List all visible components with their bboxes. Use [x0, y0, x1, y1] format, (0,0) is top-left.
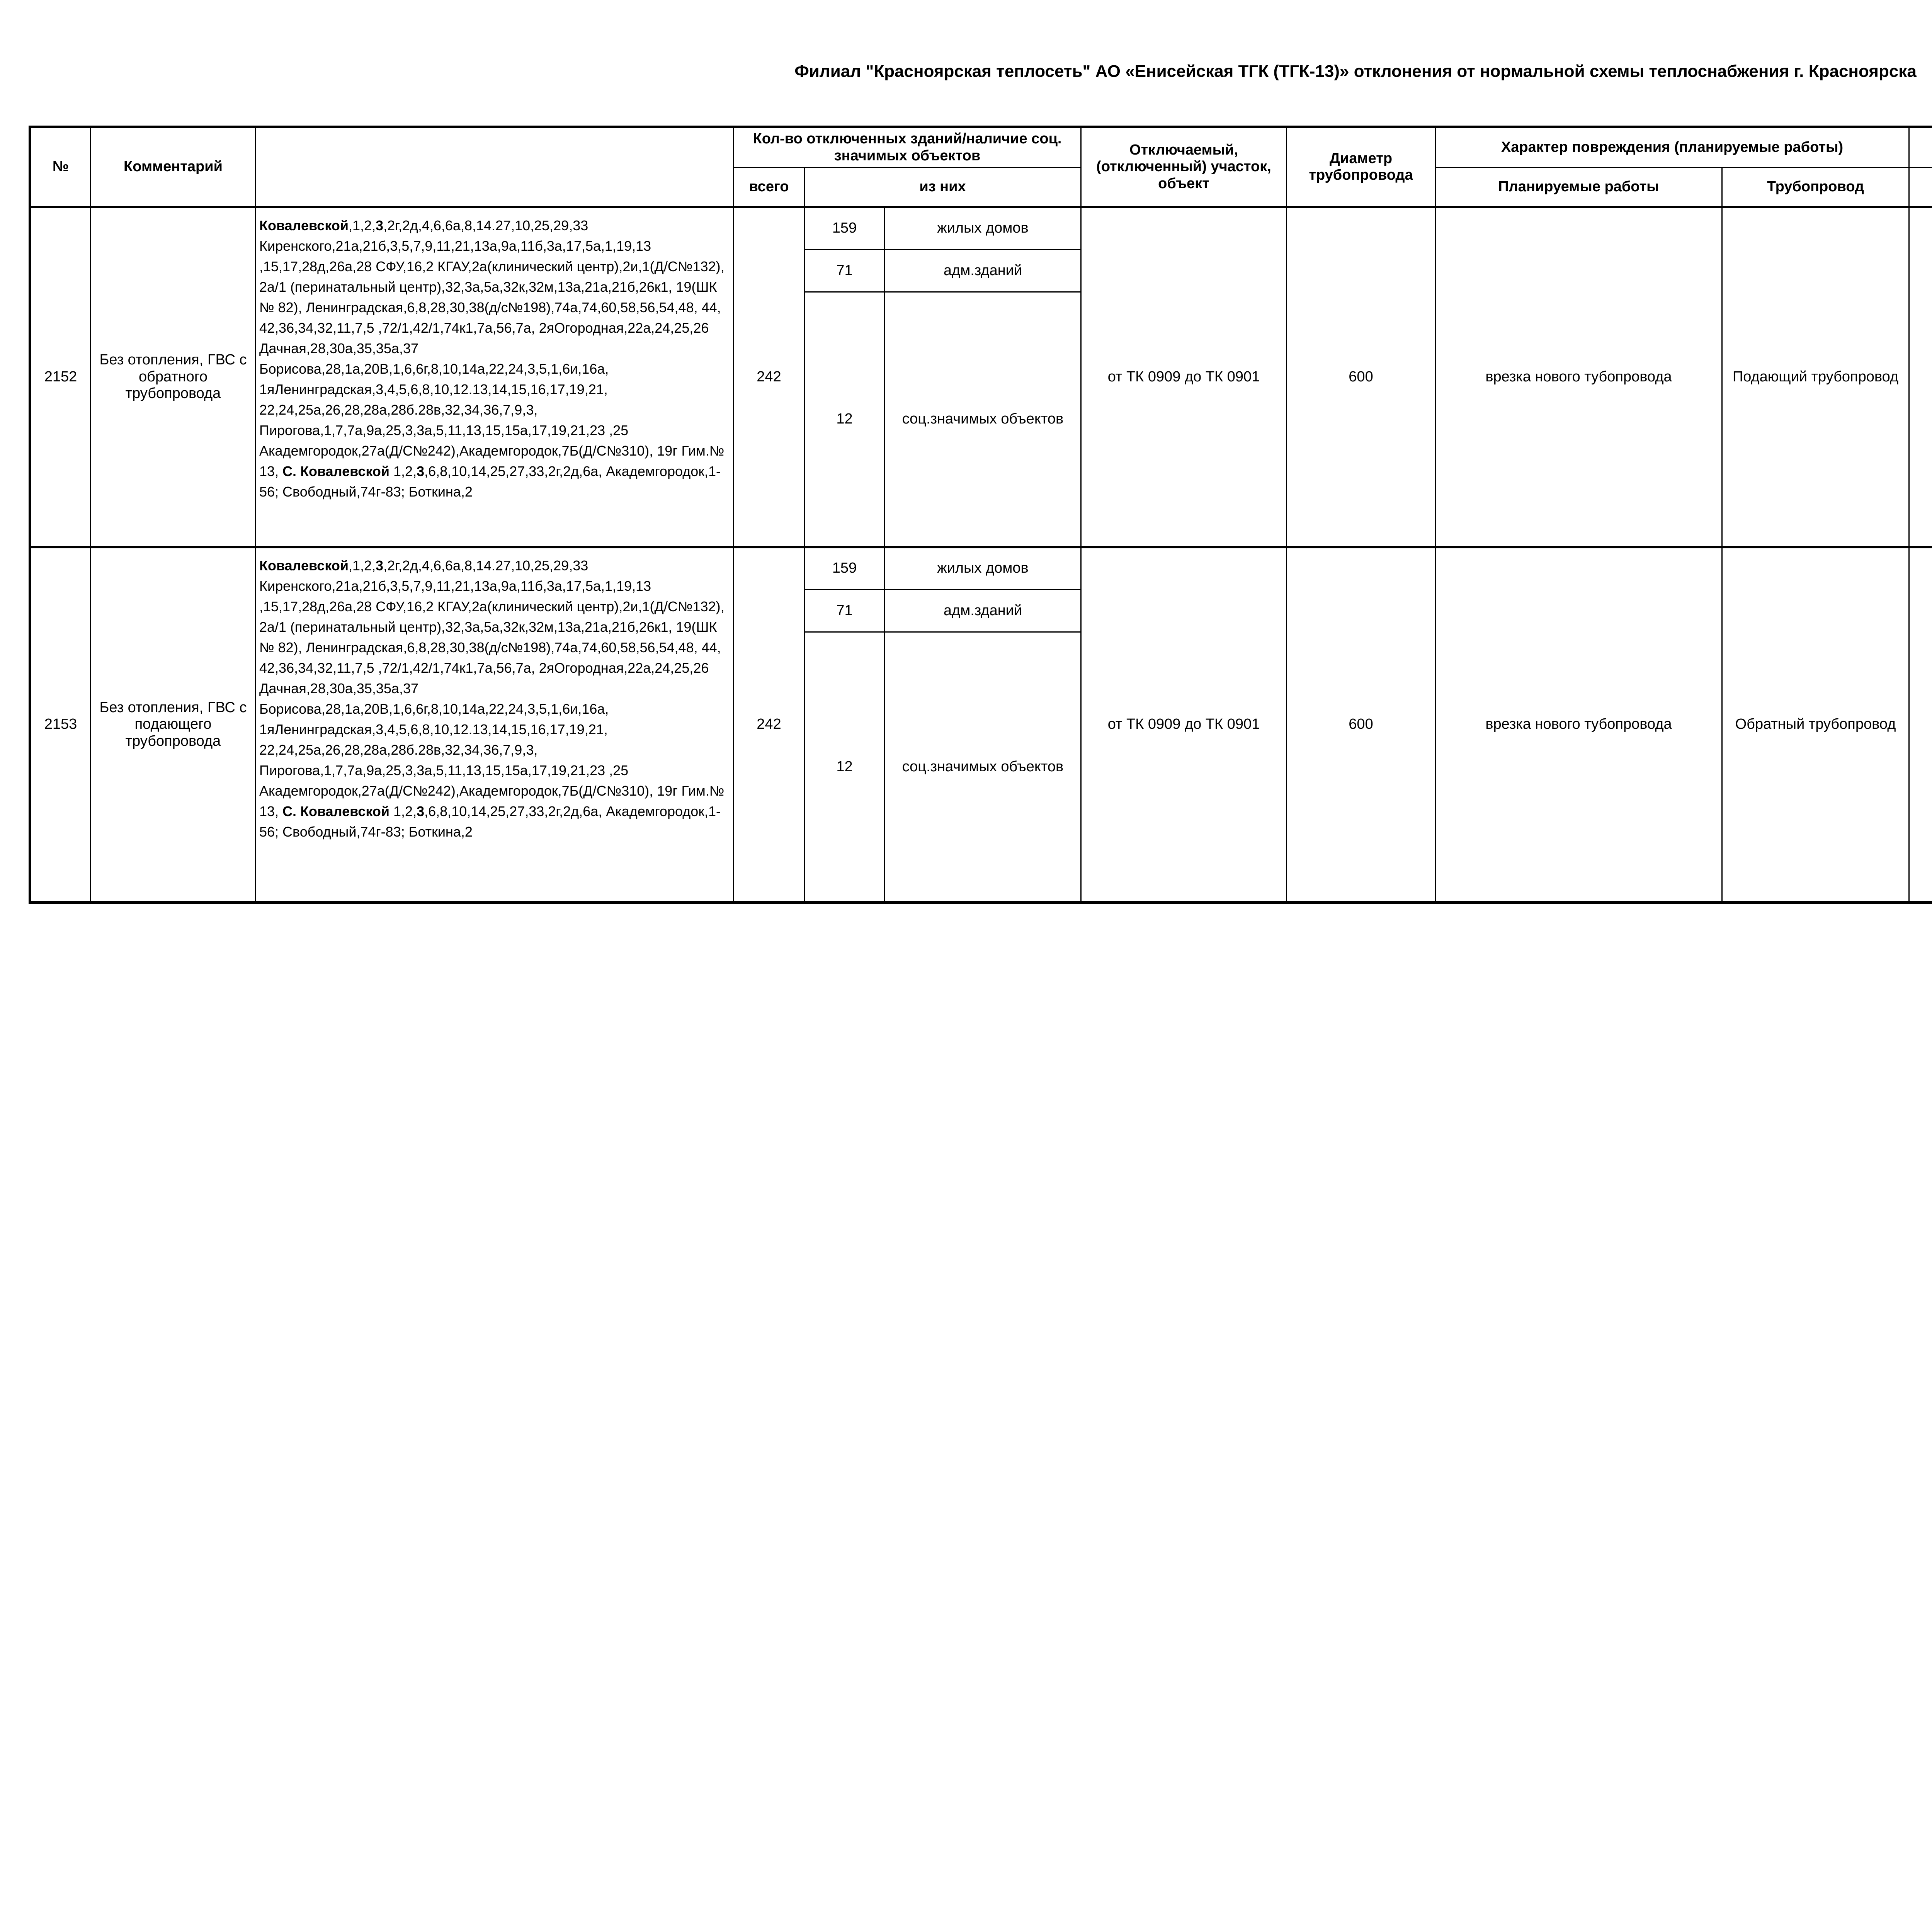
- count-value: 71: [804, 250, 885, 292]
- address-text: Ковалевской: [259, 557, 349, 573]
- address-text: 3: [417, 463, 425, 479]
- start-date: [1910, 237, 1932, 254]
- header-count-group: Кол-во отключенных зданий/наличие соц. значимых объектов: [734, 127, 1081, 168]
- address-text: С. Ковалевской: [282, 803, 390, 819]
- address-text: ,6,8,10,14,25,27,33,2г,2д,6а, Академгородок,1-56; Свободный,74г-83; Боткина,2: [259, 463, 721, 500]
- header-diameter: Диаметр трубопровода: [1287, 127, 1435, 207]
- row-diameter: 600: [1287, 547, 1435, 903]
- address-text: ,1,2,: [348, 217, 376, 233]
- row-start: [1909, 207, 1932, 547]
- start-date: [1910, 577, 1932, 594]
- row-total: 242: [734, 207, 804, 547]
- header-no: №: [30, 127, 91, 207]
- count-value: 159: [804, 207, 885, 250]
- count-value: 12: [804, 292, 885, 547]
- header-term-group: [1909, 127, 1932, 168]
- count-label: адм.зданий: [885, 590, 1081, 632]
- table-row: [30, 207, 1932, 250]
- header-section: Отключаемый, (отключенный) участок, объект: [1081, 127, 1287, 207]
- header-total: всего: [734, 168, 804, 207]
- header-comment: Комментарий: [91, 127, 256, 207]
- address-text: Ковалевской: [259, 217, 349, 233]
- address-text: ,1,2,: [348, 557, 376, 573]
- address-text: 3: [376, 217, 384, 233]
- count-value: 159: [804, 547, 885, 590]
- address-text: 1,2,: [389, 463, 417, 479]
- row-pipeline: Обратный трубопровод: [1722, 547, 1909, 903]
- row-number: 2152: [30, 207, 91, 547]
- start-time: [1910, 407, 1932, 424]
- row-diameter: 600: [1287, 207, 1435, 547]
- count-label: соц.значимых объектов: [885, 292, 1081, 547]
- outage-table: [29, 126, 1932, 904]
- row-comment: Без отопления, ГВС с обратного трубопровода: [91, 207, 256, 547]
- row-addresses: [256, 547, 734, 903]
- count-label: адм.зданий: [885, 250, 1081, 292]
- count-value: 71: [804, 590, 885, 632]
- row-planned-works: врезка нового тубопровода: [1435, 207, 1722, 547]
- row-planned-works: врезка нового тубопровода: [1435, 547, 1722, 903]
- address-text: 3: [417, 803, 425, 819]
- count-label: соц.значимых объектов: [885, 632, 1081, 903]
- header-row-1: [30, 127, 1932, 168]
- address-text: ,6,8,10,14,25,27,33,2г,2д,6а, Академгородок,1-56; Свободный,74г-83; Боткина,2: [259, 803, 721, 840]
- header-start: [1909, 168, 1932, 207]
- row-pipeline: Подающий трубопровод: [1722, 207, 1909, 547]
- row-comment: Без отопления, ГВС с подающего трубопровода: [91, 547, 256, 903]
- row-addresses: [256, 207, 734, 547]
- row-section: от ТК 0909 до ТК 0901: [1081, 547, 1287, 903]
- row-section: от ТК 0909 до ТК 0901: [1081, 207, 1287, 547]
- address-text: 3: [376, 557, 384, 573]
- header-addresses: [256, 127, 734, 207]
- header-pipeline: Трубопровод: [1722, 168, 1909, 207]
- row-total: 242: [734, 547, 804, 903]
- address-text: ,2г,2д,4,6,6а,8,14.27,10,25,29,33 Киренского,21а,21б,3,5,7,9,11,21,13а,9а,11б,3а,17,5а,1,19,13 ,15,17,28д,26а,28 СФУ,16,2 КГАУ,2а(клинический центр),2и,1(Д/С№132), 2а/1 (перинатальный центр),32,3а,5а,32к,32м,13а,21а,21б,26к1, 19(ШК № 82), Ленинградская,6,8,28,30,38(д/с№198),74а,74,60,58,56,54,48, 44, 42,36,34,32,11,7,5 ,72/1,42/1,74к1,7а,56,7а, 2яОгородная,22а,24,25,26 Дачная,28,30а,35,35а,37 Борисова,28,1а,20В,1,6,6г,8,10,14а,22,24,3,5,1,6и,16а, 1яЛенинградская,3,4,5,6,8,10,12.13,14,15,16,17,19,21, 22,24,25а,26,28,28а,28б.28в,32,34,36,7,9,3, Пирогова,1,7,7а,9а,25,3,3а,5,11,13,15,15а,17,19,21,23 ,25 Академгородок,27а(Д/С№242),Академгородок,7Б(Д/С№310), 19г Гим.№ 13,: [259, 557, 724, 819]
- table-row: [30, 547, 1932, 590]
- start-time: [1910, 747, 1932, 764]
- header-of-them: из них: [804, 168, 1081, 207]
- address-text: ,2г,2д,4,6,6а,8,14.27,10,25,29,33 Киренского,21а,21б,3,5,7,9,11,21,13а,9а,11б,3а,17,5а,1,19,13 ,15,17,28д,26а,28 СФУ,16,2 КГАУ,2а(клинический центр),2и,1(Д/С№132), 2а/1 (перинатальный центр),32,3а,5а,32к,32м,13а,21а,21б,26к1, 19(ШК № 82), Ленинградская,6,8,28,30,38(д/с№198),74а,74,60,58,56,54,48, 44, 42,36,34,32,11,7,5 ,72/1,42/1,74к1,7а,56,7а, 2яОгородная,22а,24,25,26 Дачная,28,30а,35,35а,37 Борисова,28,1а,20В,1,6,6г,8,10,14а,22,24,3,5,1,6и,16а, 1яЛенинградская,3,4,5,6,8,10,12.13,14,15,16,17,19,21, 22,24,25а,26,28,28а,28б.28в,32,34,36,7,9,3, Пирогова,1,7,7а,9а,25,3,3а,5,11,13,15,15а,17,19,21,23 ,25 Академгородок,27а(Д/С№242),Академгородок,7Б(Д/С№310), 19г Гим.№ 13,: [259, 217, 724, 479]
- row-number: 2153: [30, 547, 91, 903]
- count-label: жилых домов: [885, 207, 1081, 250]
- row-start: [1909, 547, 1932, 903]
- address-text: 1,2,: [389, 803, 417, 819]
- count-label: жилых домов: [885, 547, 1081, 590]
- count-value: 12: [804, 632, 885, 903]
- header-planned-works: Планируемые работы: [1435, 168, 1722, 207]
- page-title: Филиал "Красноярская теплосеть" АО «Енисейская ТГК (ТГК-13)» отклонения от нормальной схемы теплоснабжения г. Красноярска: [794, 62, 1917, 81]
- header-damage-group: Характер повреждения (планируемые работы): [1435, 127, 1909, 168]
- address-text: С. Ковалевской: [282, 463, 390, 479]
